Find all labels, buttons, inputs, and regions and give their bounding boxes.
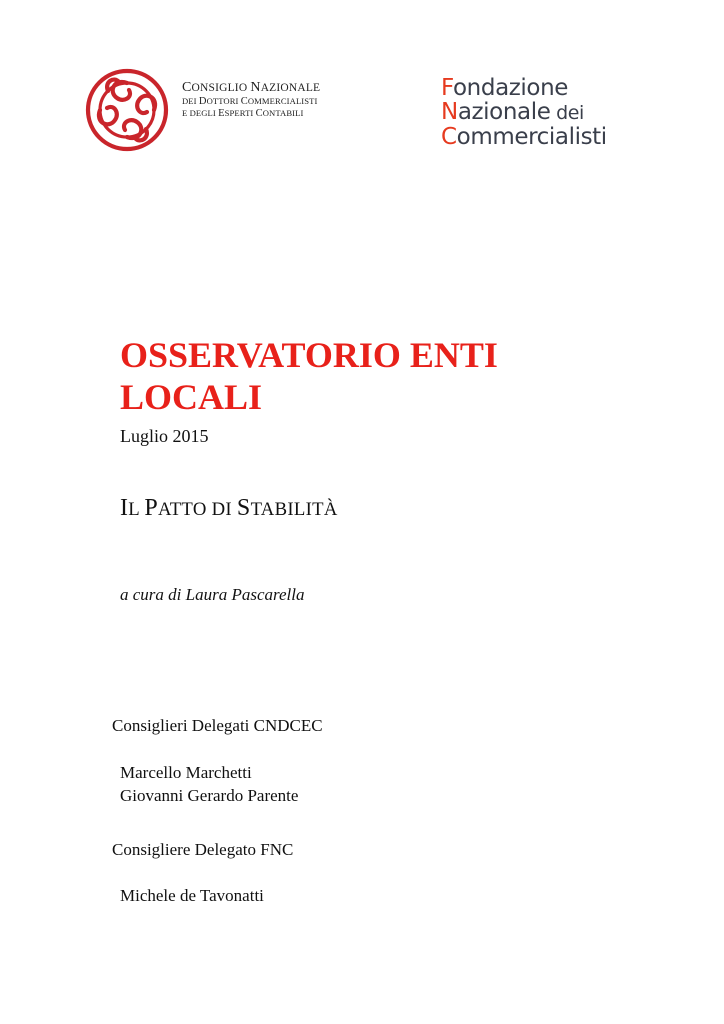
logo-text-segment: E DEGLI: [182, 108, 219, 119]
cndcec-seal-logo: [84, 62, 170, 158]
title-line-1: OSSERVATORIO ENTI: [120, 335, 498, 375]
cndcec-name-line3: [182, 108, 320, 120]
fnc-delegate-label: Consigliere Delegato FNC: [112, 840, 294, 859]
logo-text-segment: E: [218, 108, 225, 120]
logo-text-segment: SPERTI: [224, 108, 256, 119]
fnc-logo-line2: Nazionale dei: [441, 99, 584, 126]
cndcec-delegate-name: Giovanni Gerardo Parente: [120, 786, 299, 805]
cndcec-name-line1: CONSIGLIO NAZIONALE: [182, 80, 321, 95]
cndcec-delegates-label: Consiglieri Delegati CNDCEC: [112, 716, 323, 735]
fnc-logo: [441, 76, 607, 149]
document-title: [120, 334, 640, 418]
logo-text-segment: DEI: [182, 96, 199, 107]
title-line-2: LOCALI: [120, 377, 263, 418]
cndcec-logo-text: [182, 80, 320, 120]
logo-text-segment: OTTORI: [206, 96, 241, 107]
fnc-logo-line3: Commercialisti: [441, 123, 607, 150]
document-subtitle: IL PATTO DI STABILITÀ: [120, 495, 338, 521]
cndcec-delegate-name: Marcello Marchetti: [120, 763, 252, 782]
document-date: Luglio 2015: [120, 426, 209, 446]
logo-text-segment: C: [240, 96, 248, 108]
logo-text-segment: D: [198, 96, 207, 108]
fnc-delegate-name: Michele de Tavonatti: [120, 886, 264, 905]
fnc-logo-line1: Fondazione: [441, 75, 569, 101]
document-author: a cura di Laura Pascarella: [120, 585, 305, 604]
logo-text-segment: C: [255, 108, 263, 120]
logo-text-segment: OMMERCIALISTI: [247, 96, 318, 107]
cndcec-name-line2: [182, 96, 320, 108]
logo-text-segment: ONTABILI: [262, 108, 304, 119]
